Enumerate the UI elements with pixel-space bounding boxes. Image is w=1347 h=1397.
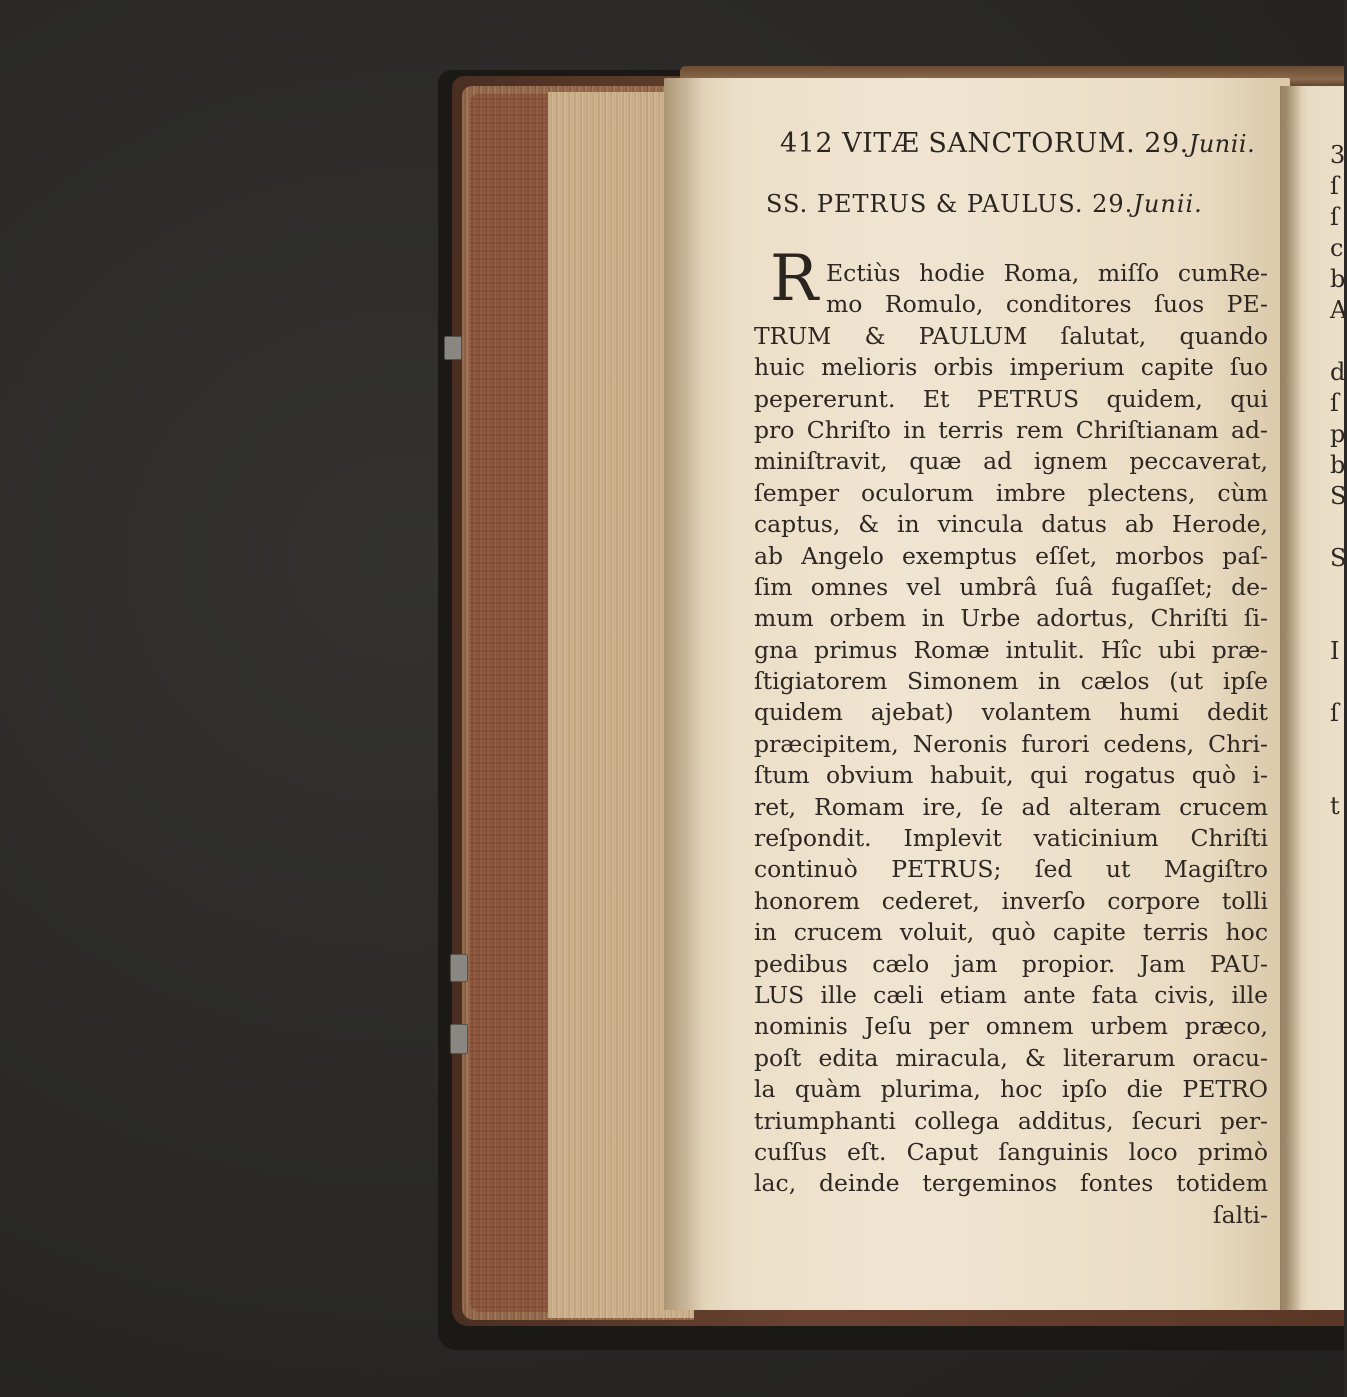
- clasp-lower: [450, 1024, 468, 1054]
- section-date: 29.: [1092, 190, 1134, 218]
- facing-page-fragment: c: [1330, 234, 1344, 262]
- text-line: pro Chriſto in terris rem Chriſtianam ad-: [754, 415, 1268, 444]
- text-line: LUS ille cæli etiam ante fata civis, ille: [754, 980, 1268, 1009]
- text-line: mo Romulo, conditores ſuos PE-: [826, 290, 1268, 319]
- page-number: 412: [780, 128, 834, 159]
- facing-page-fragment: 3: [1330, 141, 1346, 169]
- header-date: 29.: [1144, 128, 1189, 159]
- section-title: [766, 190, 1270, 230]
- text-line: captus, & in vincula datus ab Herode,: [754, 510, 1268, 539]
- text-line: in crucem voluit, quò capite terris hoc: [754, 918, 1268, 947]
- facing-page-fragment: [1330, 729, 1344, 760]
- text-line: reſpondit. Implevit vaticinium Chriſti: [754, 824, 1268, 853]
- running-title: VITÆ SANCTORUM.: [842, 128, 1136, 159]
- facing-page-fragment: [1330, 574, 1344, 605]
- text-line: gna primus Romæ intulit. Hîc ubi præ-: [754, 635, 1268, 664]
- saints-names: SS. PETRUS & PAULUS.: [766, 190, 1084, 218]
- facing-page-fragment: [1330, 326, 1344, 357]
- facing-page-fragment: A: [1330, 296, 1347, 324]
- red-sprinkled-edge: [470, 94, 550, 1312]
- body-text: [754, 258, 1268, 1231]
- drop-cap: R: [770, 242, 819, 316]
- section-month: Junii.: [1133, 190, 1203, 218]
- text-line: TRUM & PAULUM ſalutat, quando: [754, 321, 1268, 350]
- facing-page-fragment: [1330, 667, 1344, 698]
- text-line: miniſtravit, quæ ad ignem peccaverat,: [754, 447, 1268, 476]
- page-gutter: [664, 78, 704, 1310]
- running-header: [780, 128, 1270, 168]
- text-line: ſalti-: [1212, 1200, 1268, 1229]
- text-line: Ectiùs hodie Roma, miſſo cumRe-: [826, 259, 1268, 287]
- header-month: Junii.: [1188, 130, 1256, 158]
- text-line: huic melioris orbis imperium capite ſuo: [754, 353, 1268, 382]
- facing-page-text: [1330, 140, 1347, 1040]
- text-line: ſtum obvium habuit, qui rogatus quò i-: [754, 761, 1268, 790]
- text-line: triumphanti collega additus, ſecuri per-: [754, 1106, 1268, 1135]
- text-line: mum orbem in Urbe adortus, Chriſti ſi-: [754, 604, 1268, 633]
- right-page-gutter: [1280, 86, 1302, 1310]
- text-line: pepererunt. Et PETRUS quidem, qui: [754, 384, 1268, 413]
- text-line: pedibus cælo jam propior. Jam PAU-: [754, 949, 1268, 978]
- text-line: ſim omnes vel umbrâ ſuâ fugaſſet; de-: [754, 572, 1268, 601]
- facing-page-fragment: ſ: [1330, 699, 1339, 727]
- facing-page-fragment: [1330, 605, 1344, 636]
- text-line: ret, Romam ire, ſe ad alteram crucem: [754, 792, 1268, 821]
- facing-page-fragment: b: [1330, 451, 1346, 479]
- text-line: lac, deinde tergeminos fontes totidem: [754, 1169, 1268, 1198]
- facing-page-fragment: b: [1330, 265, 1346, 293]
- text-line: quidem ajebat) volantem humi dedit: [754, 698, 1268, 727]
- text-line: cuſſus eſt. Caput ſanguinis loco primò: [754, 1137, 1268, 1166]
- facing-page-fragment: p: [1330, 420, 1346, 448]
- facing-page-fragment: ſ: [1330, 203, 1339, 231]
- text-line: præcipitem, Neronis furori cedens, Chri-: [754, 729, 1268, 758]
- facing-page-fragment: I: [1330, 637, 1340, 665]
- facing-page-fragment: S: [1330, 482, 1347, 510]
- facing-page-fragment: ſ: [1330, 172, 1339, 200]
- facing-page-fragment: d: [1330, 358, 1346, 386]
- facing-page-fragment: S: [1330, 544, 1347, 572]
- clasp-upper: [444, 336, 462, 360]
- facing-page-fragment: [1330, 760, 1344, 791]
- clasp-middle: [450, 954, 468, 982]
- text-line: continuò PETRUS; ſed ut Magiſtro: [754, 855, 1268, 884]
- text-line: la quàm plurima, hoc ipſo die PETRO: [754, 1075, 1268, 1104]
- text-line: poſt edita miracula, & literarum oracu-: [754, 1043, 1268, 1072]
- text-line: ſemper oculorum imbre plectens, cùm: [754, 478, 1268, 507]
- text-line: honorem cederet, inverſo corpore tolli: [754, 886, 1268, 915]
- text-line: ab Angelo exemptus eſſet, morbos paſ-: [754, 541, 1268, 570]
- facing-page-fragment: ſ: [1330, 389, 1339, 417]
- text-line: nominis Jeſu per omnem urbem præco,: [754, 1012, 1268, 1041]
- text-line: ſtigiatorem Simonem in cælos (ut ipſe: [754, 667, 1268, 696]
- facing-page-fragment: [1330, 512, 1344, 543]
- facing-page-fragment: t: [1330, 792, 1340, 820]
